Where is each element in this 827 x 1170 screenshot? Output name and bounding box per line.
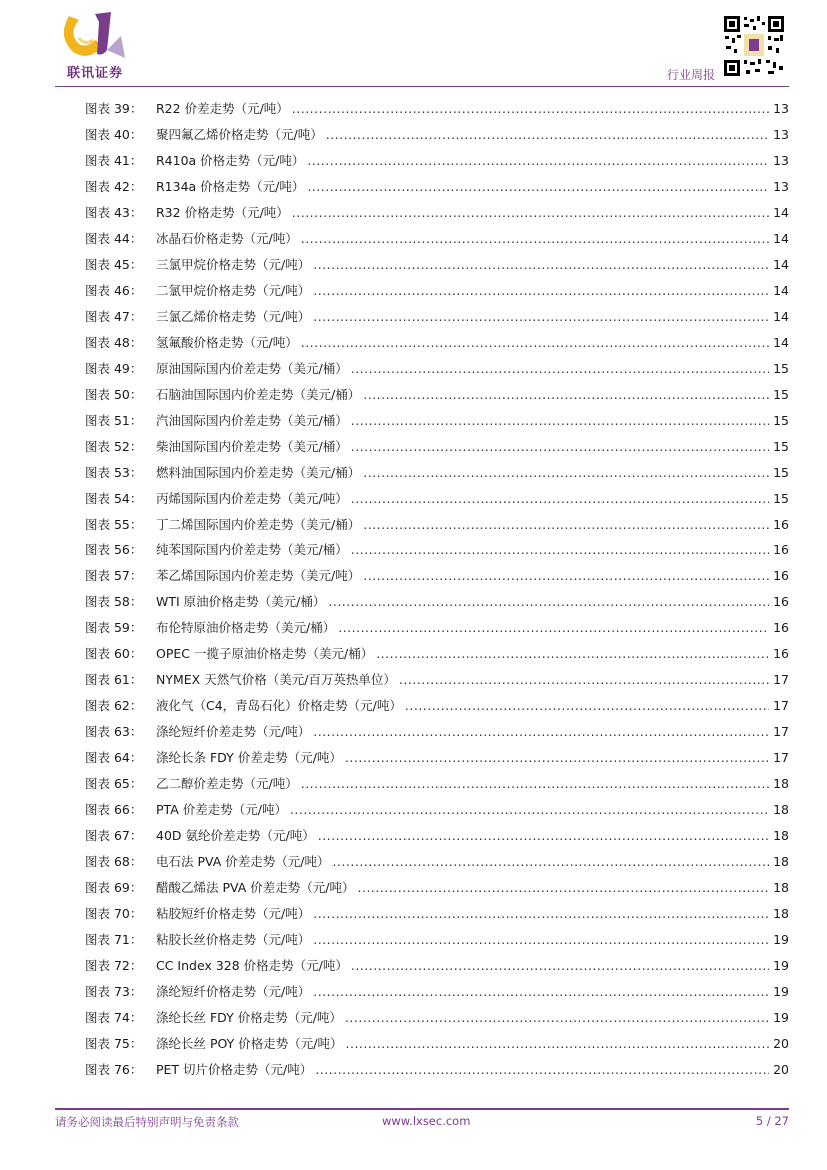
figure-title: 涤纶短纤价差走势（元/吨） xyxy=(156,724,311,740)
figure-label: 图表 52： xyxy=(85,438,143,454)
dot-leader xyxy=(313,252,769,278)
figure-title: 燃料油国际国内价差走势（美元/桶） xyxy=(156,464,361,480)
figure-label: 图表 71： xyxy=(85,932,143,947)
figure-list xyxy=(85,96,789,1083)
figure-page-number: 16 xyxy=(773,542,789,558)
figure-list-item[interactable] xyxy=(85,745,789,771)
figure-page-number: 14 xyxy=(773,334,789,350)
figure-title: PET 切片价格走势（元/吨） xyxy=(156,1061,313,1077)
figure-page-number: 20 xyxy=(773,1035,789,1051)
figure-label: 图表 60： xyxy=(85,646,143,662)
figure-label: 图表 53： xyxy=(85,464,143,480)
dot-leader xyxy=(307,174,769,200)
figure-page-number: 13 xyxy=(773,152,789,168)
figure-label: 图表 73： xyxy=(85,983,143,999)
figure-list-item[interactable] xyxy=(85,512,789,538)
figure-title: OPEC 一揽子原油价格走势（美元/桶） xyxy=(156,646,374,662)
figure-label: 图表 65： xyxy=(85,776,143,792)
dot-leader xyxy=(318,823,769,849)
figure-list-item[interactable] xyxy=(85,667,789,693)
figure-title: 电石法 PVA 价差走势（元/吨） xyxy=(156,854,330,870)
dot-leader xyxy=(315,1057,769,1083)
figure-title: 汽油国际国内价差走势（美元/桶） xyxy=(156,412,348,428)
figure-page-number: 19 xyxy=(773,957,789,973)
figure-page-number: 17 xyxy=(773,698,789,714)
figure-list-item[interactable] xyxy=(85,537,789,563)
figure-label: 图表 72： xyxy=(85,957,143,973)
figure-title: 三氯甲烷价格走势（元/吨） xyxy=(156,256,311,272)
figure-label: 图表 75： xyxy=(85,1035,143,1051)
figure-title: PTA 价差走势（元/吨） xyxy=(156,802,287,818)
figure-label: 图表 57： xyxy=(85,568,143,584)
figure-title: 原油国际国内价差走势（美元/桶） xyxy=(156,360,348,376)
figure-list-item[interactable] xyxy=(85,797,789,823)
figure-list-item[interactable] xyxy=(85,148,789,174)
dot-leader xyxy=(338,615,769,641)
dot-leader xyxy=(313,304,769,330)
figure-label: 图表 44： xyxy=(85,230,143,246)
figure-label: 图表 63： xyxy=(85,724,143,740)
report-type: 行业周报 xyxy=(666,68,715,82)
figure-page-number: 17 xyxy=(773,750,789,766)
figure-page-number: 15 xyxy=(773,412,789,428)
dot-leader xyxy=(290,797,769,823)
figure-title: R32 价格走势（元/吨） xyxy=(156,204,289,220)
figure-label: 图表 47： xyxy=(85,308,143,324)
figure-page-number: 18 xyxy=(773,828,789,844)
figure-page-number: 18 xyxy=(773,906,789,922)
dot-leader xyxy=(313,278,769,304)
figure-page-number: 16 xyxy=(773,516,789,532)
figure-list-item[interactable] xyxy=(85,226,789,252)
figure-label: 图表 42： xyxy=(85,178,143,194)
footer-disclaimer[interactable]: 请务必阅读最后特别声明与免责条款 xyxy=(55,1115,239,1129)
figure-page-number: 13 xyxy=(773,126,789,142)
figure-title: 聚四氟乙烯价格走势（元/吨） xyxy=(156,126,323,142)
figure-title: 石脑油国际国内价差走势（美元/桶） xyxy=(156,386,361,402)
figure-title: 二氯甲烷价格走势（元/吨） xyxy=(156,282,311,298)
figure-page-number: 15 xyxy=(773,360,789,376)
figure-label: 图表 62： xyxy=(85,698,143,714)
figure-title: 涤纶长条 FDY 价差走势（元/吨） xyxy=(156,750,342,766)
figure-list-item[interactable] xyxy=(85,979,789,1005)
figure-title: 冰晶石价格走势（元/吨） xyxy=(156,230,298,246)
figure-title: 苯乙烯国际国内价差走势（美元/吨） xyxy=(156,568,361,584)
figure-list-item[interactable] xyxy=(85,486,789,512)
figure-page-number: 14 xyxy=(773,230,789,246)
figure-title: NYMEX 天然气价格（美元/百万英热单位） xyxy=(156,672,396,688)
figure-page-number: 16 xyxy=(773,594,789,610)
figure-page-number: 16 xyxy=(773,620,789,636)
figure-page-number: 13 xyxy=(773,101,789,116)
figure-page-number: 15 xyxy=(773,386,789,402)
figure-title: 氢氟酸价格走势（元/吨） xyxy=(156,334,298,350)
figure-title: 柴油国际国内价差走势（美元/桶） xyxy=(156,438,348,454)
figure-label: 图表 61： xyxy=(85,672,143,688)
dot-leader xyxy=(313,719,769,745)
figure-list-item[interactable] xyxy=(85,615,789,641)
figure-list-item[interactable] xyxy=(85,719,789,745)
dot-leader xyxy=(307,148,769,174)
figure-label: 图表 43： xyxy=(85,204,143,220)
figure-list-item[interactable] xyxy=(85,849,789,875)
figure-list-item[interactable] xyxy=(85,200,789,226)
dot-leader xyxy=(313,927,769,953)
figure-title: WTI 原油价格走势（美元/桶） xyxy=(156,594,326,610)
figure-title: 纯苯国际国内价差走势（美元/桶） xyxy=(156,542,348,558)
dot-leader xyxy=(328,589,769,615)
figure-list-item[interactable] xyxy=(85,382,789,408)
figure-page-number: 16 xyxy=(773,646,789,662)
figure-page-number: 17 xyxy=(773,724,789,740)
dot-leader xyxy=(313,979,769,1005)
figure-page-number: 19 xyxy=(773,932,789,947)
figure-page-number: 15 xyxy=(773,464,789,480)
page-header xyxy=(0,0,827,90)
figure-label: 图表 56： xyxy=(85,542,143,558)
dot-leader xyxy=(351,537,769,563)
figure-label: 图表 70： xyxy=(85,906,143,922)
figure-page-number: 18 xyxy=(773,802,789,818)
header-divider xyxy=(55,86,789,87)
figure-list-item[interactable] xyxy=(85,927,789,953)
dot-leader xyxy=(363,382,769,408)
dot-leader xyxy=(301,330,769,356)
dot-leader xyxy=(301,771,769,797)
figure-title: CC Index 328 价格走势（元/吨） xyxy=(156,957,348,973)
dot-leader xyxy=(351,434,769,460)
figure-list-item[interactable] xyxy=(85,875,789,901)
figure-title: 醋酸乙烯法 PVA 价差走势（元/吨） xyxy=(156,880,355,896)
figure-title: 40D 氨纶价差走势（元/吨） xyxy=(156,828,315,844)
figure-list-item[interactable] xyxy=(85,953,789,979)
footer-website-link[interactable]: www.lxsec.com xyxy=(382,1114,471,1128)
footer-page-number: 5 / 27 xyxy=(755,1114,789,1128)
dot-leader xyxy=(345,1005,769,1031)
figure-label: 图表 40： xyxy=(85,126,143,142)
figure-label: 图表 74： xyxy=(85,1009,143,1025)
figure-page-number: 14 xyxy=(773,256,789,272)
figure-title: 粘胶长丝价格走势（元/吨） xyxy=(156,932,311,947)
figure-list-item[interactable] xyxy=(85,304,789,330)
figure-title: 涤纶长丝 FDY 价格走势（元/吨） xyxy=(156,1009,342,1025)
figure-label: 图表 54： xyxy=(85,490,143,506)
figure-label: 图表 45： xyxy=(85,256,143,272)
figure-label: 图表 41： xyxy=(85,152,143,168)
dot-leader xyxy=(363,460,769,486)
figure-title: 涤纶长丝 POY 价格走势（元/吨） xyxy=(156,1035,343,1051)
figure-title: 布伦特原油价格走势（美元/桶） xyxy=(156,620,336,636)
figure-label: 图表 66： xyxy=(85,802,143,818)
figure-list-item[interactable] xyxy=(85,1057,789,1083)
figure-label: 图表 64： xyxy=(85,750,143,766)
figure-list-item[interactable] xyxy=(85,641,789,667)
figure-page-number: 14 xyxy=(773,282,789,298)
figure-label: 图表 39： xyxy=(85,101,143,116)
dot-leader xyxy=(346,1031,770,1057)
figure-label: 图表 59： xyxy=(85,620,143,636)
figure-page-number: 14 xyxy=(773,204,789,220)
figure-page-number: 16 xyxy=(773,568,789,584)
figure-title: R410a 价格走势（元/吨） xyxy=(156,152,305,168)
dot-leader xyxy=(326,122,769,148)
dot-leader xyxy=(358,875,770,901)
figure-label: 图表 49： xyxy=(85,360,143,376)
figure-title: 三氯乙烯价格走势（元/吨） xyxy=(156,308,311,324)
figure-list-item[interactable] xyxy=(85,252,789,278)
dot-leader xyxy=(292,200,769,226)
figure-page-number: 17 xyxy=(773,672,789,688)
figure-label: 图表 51： xyxy=(85,412,143,428)
figure-label: 图表 76： xyxy=(85,1061,143,1077)
figure-list-item[interactable] xyxy=(85,278,789,304)
figure-label: 图表 68： xyxy=(85,854,143,870)
figure-title: R22 价差走势（元/吨） xyxy=(156,101,289,116)
figure-page-number: 18 xyxy=(773,776,789,792)
figure-label: 图表 58： xyxy=(85,594,143,610)
figure-list-item[interactable] xyxy=(85,122,789,148)
dot-leader xyxy=(405,693,769,719)
figure-list-item[interactable] xyxy=(85,693,789,719)
figure-label: 图表 48： xyxy=(85,334,143,350)
dot-leader xyxy=(345,745,769,771)
figure-title: R134a 价格走势（元/吨） xyxy=(156,178,305,194)
figure-list-item[interactable] xyxy=(85,823,789,849)
figure-page-number: 13 xyxy=(773,178,789,194)
figure-title: 丙烯国际国内价差走势（美元/吨） xyxy=(156,490,348,506)
figure-label: 图表 55： xyxy=(85,516,143,532)
dot-leader xyxy=(363,563,769,589)
figure-list-item[interactable] xyxy=(85,330,789,356)
figure-label: 图表 50： xyxy=(85,386,143,402)
figure-page-number: 18 xyxy=(773,880,789,896)
figure-label: 图表 69： xyxy=(85,880,143,896)
dot-leader xyxy=(363,512,769,538)
figure-list-item[interactable] xyxy=(85,174,789,200)
figure-label: 图表 67： xyxy=(85,828,143,844)
dot-leader xyxy=(351,486,769,512)
dot-leader xyxy=(351,356,769,382)
figure-list-item[interactable] xyxy=(85,96,789,122)
figure-title: 丁二烯国际国内价差走势（美元/桶） xyxy=(156,516,361,532)
footer-divider xyxy=(55,1108,789,1110)
figure-title: 粘胶短纤价格走势（元/吨） xyxy=(156,906,311,922)
figure-page-number: 15 xyxy=(773,438,789,454)
figure-list-item[interactable] xyxy=(85,460,789,486)
figure-list-item[interactable] xyxy=(85,563,789,589)
dot-leader xyxy=(333,849,770,875)
figure-label: 图表 46： xyxy=(85,282,143,298)
dot-leader xyxy=(301,226,769,252)
dot-leader xyxy=(351,408,769,434)
figure-page-number: 20 xyxy=(773,1061,789,1077)
figure-title: 涤纶短纤价格走势（元/吨） xyxy=(156,983,311,999)
figure-page-number: 14 xyxy=(773,308,789,324)
dot-leader xyxy=(399,667,769,693)
figure-list-item[interactable] xyxy=(85,408,789,434)
figure-list-item[interactable] xyxy=(85,589,789,615)
figure-list-item[interactable] xyxy=(85,1005,789,1031)
figure-list-item[interactable] xyxy=(85,434,789,460)
dot-leader xyxy=(292,96,769,122)
figure-page-number: 19 xyxy=(773,983,789,999)
figure-page-number: 15 xyxy=(773,490,789,506)
qr-code-icon xyxy=(722,14,786,78)
dot-leader xyxy=(351,953,769,979)
figure-list-item[interactable] xyxy=(85,1031,789,1057)
figure-page-number: 19 xyxy=(773,1009,789,1025)
figure-title: 液化气（C4，青岛石化）价格走势（元/吨） xyxy=(156,698,402,714)
dot-leader xyxy=(376,641,769,667)
figure-title: 乙二醇价差走势（元/吨） xyxy=(156,776,298,792)
figure-list-item[interactable] xyxy=(85,771,789,797)
brand-name: 联讯证券 xyxy=(66,66,123,81)
figure-page-number: 18 xyxy=(773,854,789,870)
figure-list-item[interactable] xyxy=(85,901,789,927)
figure-list-item[interactable] xyxy=(85,356,789,382)
dot-leader xyxy=(313,901,769,927)
